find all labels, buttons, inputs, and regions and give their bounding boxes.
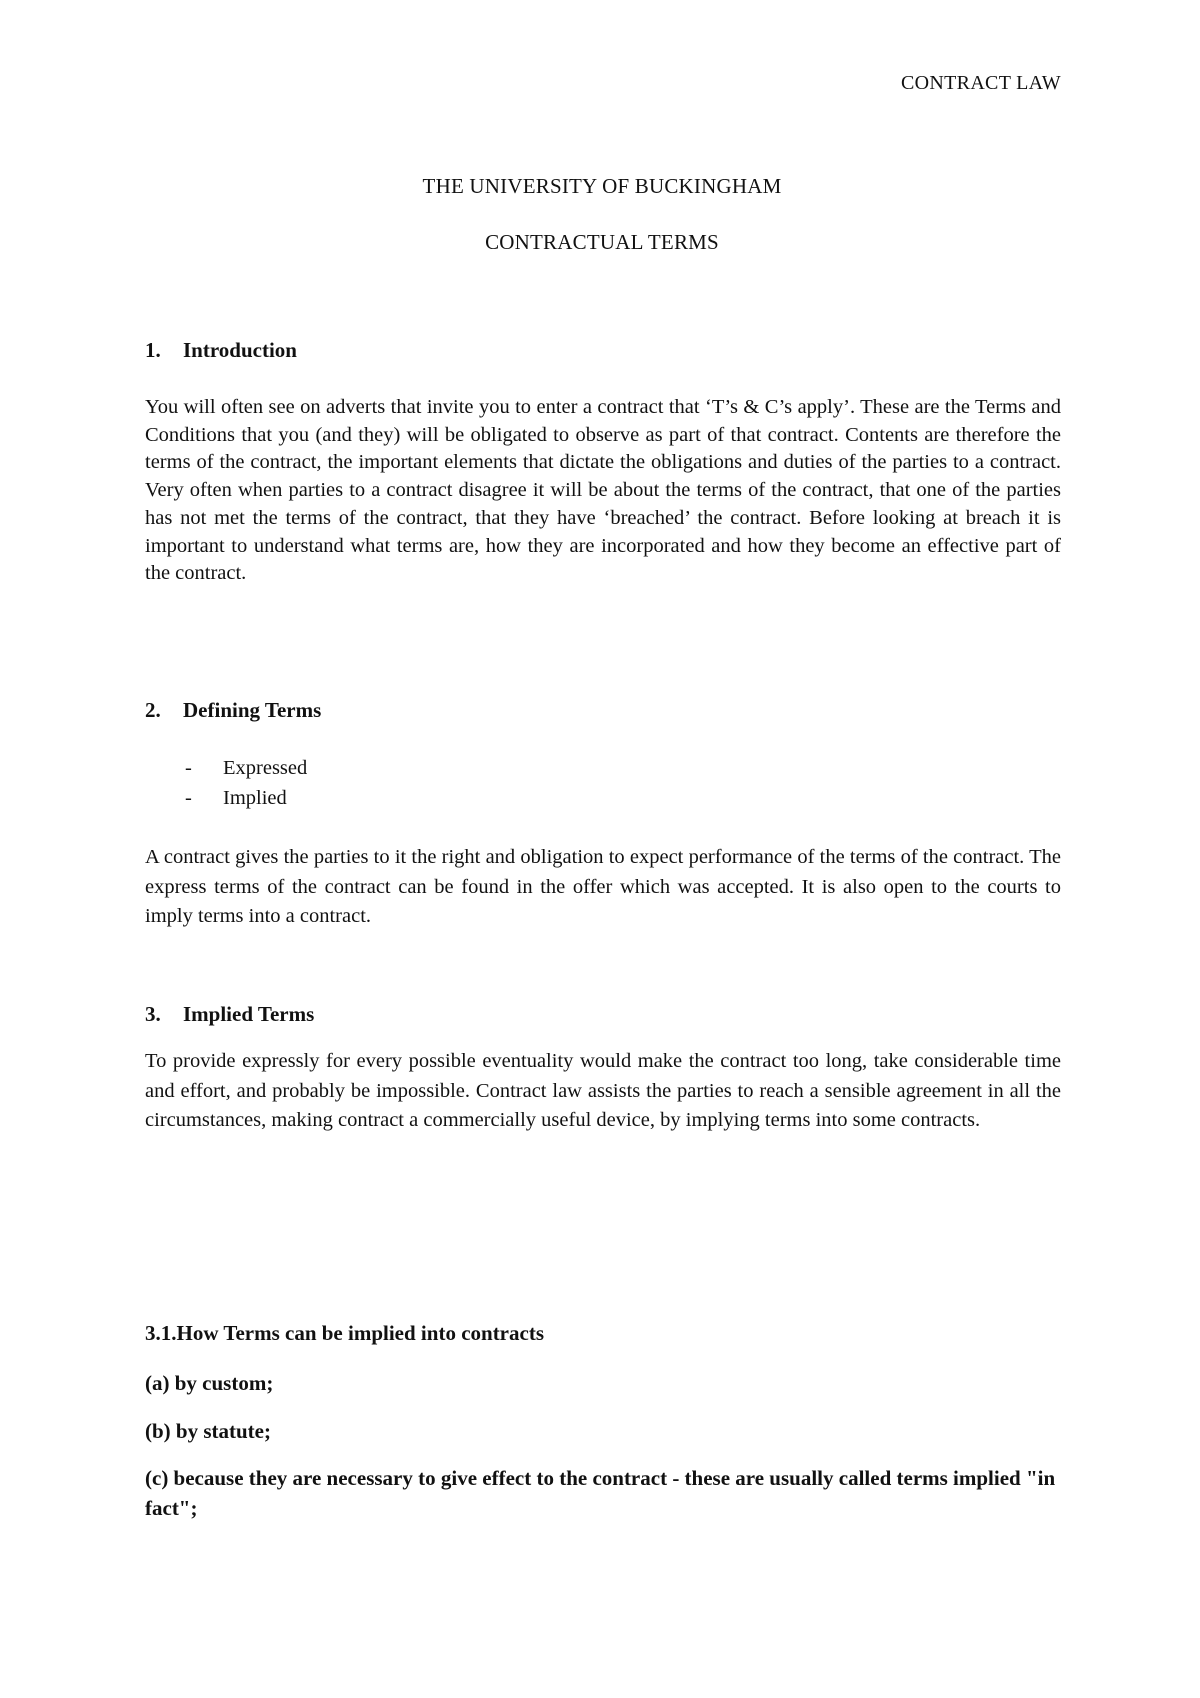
document-title: CONTRACTUAL TERMS [485, 230, 719, 254]
section-heading-implied-terms [145, 1002, 314, 1027]
list-item-text: Implied [223, 787, 287, 809]
list-item [145, 783, 307, 813]
subsection-heading-how-implied: 3.1.How Terms can be implied into contracts [145, 1321, 544, 1345]
university-title: THE UNIVERSITY OF BUCKINGHAM [422, 174, 782, 198]
section-title: Implied Terms [183, 1002, 315, 1026]
section-number: 2. [145, 698, 161, 722]
term-types-list [145, 753, 307, 813]
section-number: 1. [145, 338, 161, 362]
implied-method-item: (c) because they are necessary to give effect to the contract - these are usually called terms implied "in fact"; [145, 1466, 1056, 1520]
section-title: Introduction [183, 338, 297, 362]
section-heading-introduction [145, 338, 297, 363]
dash-marker: - [185, 787, 192, 809]
running-header: CONTRACT LAW [901, 72, 1061, 94]
list-item [145, 753, 307, 783]
implied-method-item: (a) by custom; [145, 1371, 274, 1395]
defining-terms-paragraph: A contract gives the parties to it the right and obligation to expect performance of the terms of the contract. The express terms of the contract can be found in the offer which was accepted. It is also open to the courts to imply terms into a contract. [145, 846, 1061, 927]
section-heading-defining-terms [145, 698, 321, 723]
section-number: 3. [145, 1002, 161, 1026]
list-item-text: Expressed [223, 757, 308, 779]
implied-method-item: (b) by statute; [145, 1419, 271, 1443]
dash-marker: - [185, 757, 192, 779]
introduction-paragraph: You will often see on adverts that invite you to enter a contract that ‘T’s & C’s apply’. These are the Terms and Conditions that you (and they) will be obligated to observe as part of that contract. Contents are therefore the terms of the contract, the important elements that dictate the obligations and duties of the parties to a contract. Very often when parties to a contract disagree it will be about the terms of the contract, that one of the parties has not met the terms of the contract, that they have ‘breached’ the contract. Before looking at breach it is important to understand what terms are, how they are incorporated and how they become an effective part of the contract. [145, 396, 1061, 585]
implied-terms-paragraph: To provide expressly for every possible eventuality would make the contract too long, take considerable time and effort, and probably be impossible. Contract law assists the parties to reach a sensible agreement in all the circumstances, making contract a commercially useful device, by implying terms into some contracts. [145, 1050, 1061, 1131]
section-title: Defining Terms [183, 698, 322, 722]
